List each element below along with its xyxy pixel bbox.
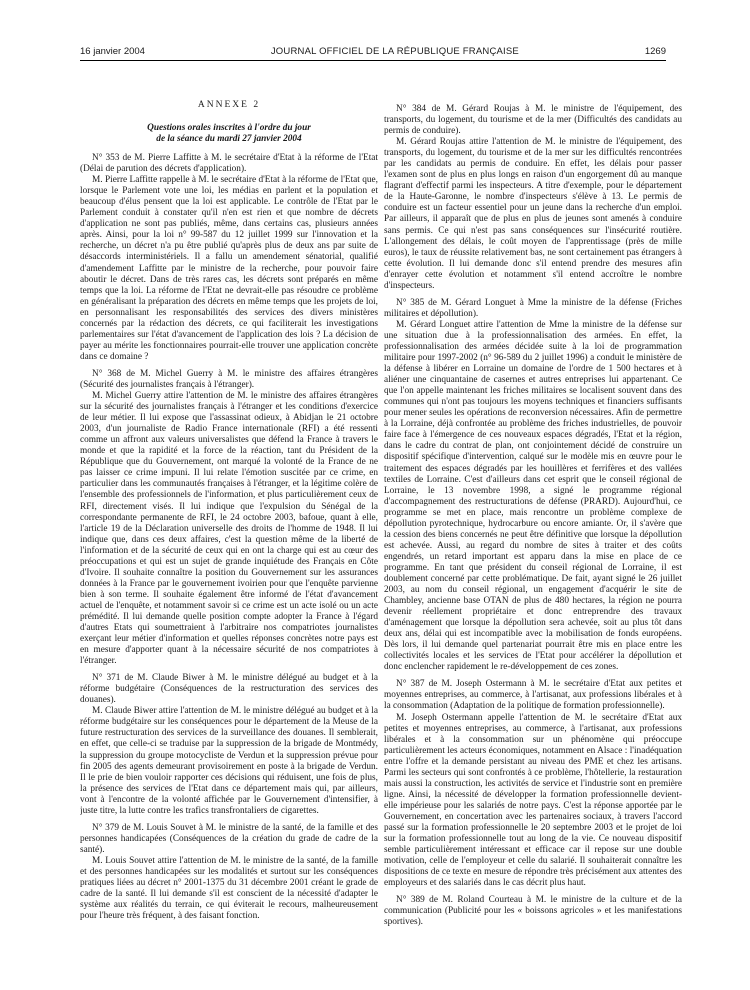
question-heading: N° 371 de M. Claude Biwer à M. le ministre délégué au budget et à la réforme budgétaire (Conséquences de la restructuration des services des douanes). [80,673,378,706]
header-title: JOURNAL OFFICIEL DE LA RÉPUBLIQUE FRANÇAISE [270,46,519,57]
question-heading: N° 385 de M. Gérard Longuet à Mme la ministre de la défense (Friches militaires et dépollution). [384,297,682,319]
right-questions [384,104,682,928]
annexe-heading: ANNEXE 2 [197,100,261,110]
question-body: M. Joseph Ostermann appelle l'attention de M. le secrétaire d'Etat aux petites et moyennes entreprises, au commerce, à l'artisanat, aux professions libérales et à la consommation sur un phénomène qui préoccupe particulièrement les acteurs économiques, notamment en Alsace : l'inadéquation entre l'offre et la demande persistant au niveau des PME et chez les artisans. Parmi les secteurs qui sont confrontés à ce problème, l'hôtellerie, la restauration mais aussi la construction, les activités de service et l'industrie sont en première ligne. Ainsi, la nécessité de développer la formation professionnelle devient-elle impérieuse pour les salariés de notre pays. C'est la réponse apportée par le Gouvernement, en concertation avec les partenaires sociaux, à travers l'accord passé sur la formation professionnelle le 20 septembre 2003 et le projet de loi sur la formation professionnelle tout au long de la vie. Ce nouveau dispositif semble particulièrement intéressant et efficace car il repose sur une double motivation, celle de l'employeur et celle du salarié. Il souhaiterait connaître les dispositions de ce texte en mesure de répondre très précisément aux attentes des employeurs et des salariés dans le cas décrit plus haut. [384,712,682,889]
question-body: M. Louis Souvet attire l'attention de M. le ministre de la santé, de la famille et des personnes handicapées sur les modalités et surtout sur les conséquences pratiques liées au décret n° 2001-1375 du 31 décembre 2001 créant le grade de cadre de la santé. Il lui demande s'il est conscient de la nécessité d'adapter le système aux réalités du terrain, ce qui éviterait le recours, malheureusement pour l'heure très fréquent, à des faisant fonction. [80,855,378,922]
page-header [80,46,666,61]
question-body: M. Pierre Laffitte rappelle à M. le secrétaire d'Etat à la réforme de l'Etat que, lorsque le Parlement vote une loi, les médias en parlent et la population et beaucoup d'élus pensent que la loi est applicable. Le contrôle de l'Etat par le Parlement conduit à constater qu'il n'en est rien et que nombre de décrets d'application ne sont pas publiés, même, dans certains cas, plusieurs années après. Ainsi, pour la loi n° 99-587 du 12 juillet 1999 sur l'innovation et la recherche, un décret n'a pu être publié qu'après plus de deux ans par suite de désaccords interministériels. Il a fallu un amendement sénatorial, qualifié d'amendement Laffitte par le ministre de la recherche, pour pouvoir faire aboutir le décret. Dans de très rares cas, les décrets sont préparés en même temps que la loi. La réforme de l'Etat ne devrait-elle pas résoudre ce problème en généralisant la préparation des décrets en même temps que les projets de loi, en personnalisant les responsabilités des services des divers ministères concernés par la rédaction des décrets, ce qui faciliterait les investigations parlementaires sur l'état d'avancement de l'application des lois ? La décision de payer au mérite les fonctionnaires pourrait-elle trouver une application concrète dans ce domaine ? [80,175,378,362]
question-heading: N° 368 de M. Michel Guerry à M. le ministre des affaires étrangères (Sécurité des journalistes français à l'étranger). [80,368,378,390]
annexe-subtitle [80,123,378,145]
question-heading: N° 387 de M. Joseph Ostermann à M. le secrétaire d'Etat aux petites et moyennes entreprises, au commerce, à l'artisanat, aux professions libérales et à la consommation (Adaptation de la politique de formation professionnelle). [384,679,682,712]
left-column [80,96,378,976]
left-questions [80,153,378,922]
question-heading: N° 389 de M. Roland Courteau à M. le ministre de la culture et de la communication (Publicité pour les « boissons agricoles » et les manifestations sportives). [384,895,682,928]
subtitle-line-2: de la séance du mardi 27 janvier 2004 [156,134,302,145]
question-body: M. Gérard Roujas attire l'attention de M. le ministre de l'équipement, des transports, du logement, du tourisme et de la mer sur les difficultés rencontrées par les candidats au permis de conduire. En effet, les délais pour passer l'examen sont de plus en plus longs en raison d'un engorgement dû au manque flagrant d'effectif parmi les inspecteurs. A titre d'exemple, pour le département de la Haute-Garonne, le nombre d'inspecteurs s'élève à 13. Le permis de conduire est un facteur essentiel pour un jeune dans la recherche d'un emploi. Par ailleurs, il apparaît que de plus en plus de jeunes sont amenés à conduire sans permis. Ce qui n'est pas sans conséquences sur l'insécurité routière. L'allongement des délais, le coût moyen de l'apprentissage (près de mille euros), le taux de réussite relativement bas, ne sont certainement pas étrangers à cette évolution. Il lui demande donc s'il entend prendre des mesures afin d'enrayer cette évolution et notamment s'il entend accroître le nombre d'inspecteurs. [384,137,682,291]
question-body: M. Gérard Longuet attire l'attention de Mme la ministre de la défense sur une situation due à la professionnalisation des armées. En effet, la professionnalisation des armées décidée suite à la loi de programmation militaire pour 1997-2002 (n° 96-589 du 2 juillet 1996) a conduit le ministère de la défense à libérer en Lorraine un domaine de l'ordre de 1 500 hectares et à aliéner une cinquantaine de casernes et autres entreprises lui appartenant. Ce que l'on appelle maintenant les friches militaires se localisent souvent dans des communes qui n'ont pas toujours les moyens techniques et financiers suffisants pour mener seules les opérations de reconversion nécessaires. Afin de permettre à la Lorraine, déjà confrontée au problème des friches industrielles, de pouvoir faire face à l'émergence de ces nouveaux espaces dégradés, l'Etat et la région, dans le cadre du contrat de plan, ont conjointement décidé de construire un dispositif spécifique d'intervention, calqué sur le modèle mis en œuvre pour le traitement des espaces dégradés par les houillères et ferrifères et des vallées textiles de Lorraine. C'est d'ailleurs dans cet esprit que le conseil régional de Lorraine, le 13 novembre 1998, a signé le programme régional d'accompagnement des restructurations de défense (PRARD). Aujourd'hui, ce programme se met en place, mais rencontre un problème complexe de dépollution pyrotechnique, hydrocarbure ou encore amiante. Or, il s'avère que la cession des biens concernés ne peut être définitive que lorsque la dépollution est achevée. Aussi, au regard du nombre de sites à traiter et des coûts engendrés, un retard important est apparu dans la mise en place de ce programme. En tant que président du conseil régional de Lorraine, il est doublement concerné par cette problématique. De fait, ayant signé le 26 juillet 2003, au nom du conseil régional, un engagement d'acquérir le site de Chambley, ancienne base OTAN de plus de 480 hectares, la région ne pourra devenir réellement propriétaire et donc entreprendre des travaux d'aménagement que lorsque la dépollution sera achevée, soit au plus tôt dans deux ans, délai qui est incompatible avec la mobilisation de fonds européens. Dès lors, il lui demande quel partenariat pourrait être mis en place entre les collectivités locales et les services de l'Etat pour accélérer la dépollution et donc enclencher rapidement le re-développement de ces zones. [384,319,682,673]
question-heading: N° 384 de M. Gérard Roujas à M. le ministre de l'équipement, des transports, du logement, du tourisme et de la mer (Difficultés des candidats au permis de conduire). [384,104,682,137]
subtitle-line-1: Questions orales inscrites à l'ordre du jour [147,123,311,134]
question-body: M. Michel Guerry attire l'attention de M. le ministre des affaires étrangères sur la sécurité des journalistes français à l'étranger et les conditions d'exercice de leur métier. Il lui expose que l'assassinat odieux, à Abidjan le 21 octobre 2003, d'un journaliste de Radio France internationale (RFI) a été ressenti comme un affront aux valeurs universalistes que défend la France à travers le monde et que la rapidité et la force de la réaction, tant du Président de la République que du Gouvernement, ont marqué la volonté de la France de ne pas laisser ce crime impuni. Il lui relate l'émotion suscitée par ce crime, en particulier dans les communautés françaises à l'étranger, et la légitime colère de l'ensemble des professionnels de l'information, et plus particulièrement ceux de RFI, directement visés. Il lui indique que l'expulsion du Sénégal de la correspondante permanente de RFI, le 24 octobre 2003, bafoue, quant à elle, l'article 19 de la Déclaration universelle des droits de l'homme de 1948. Il lui indique que, dans ces deux affaires, c'est la question même de la liberté de l'information et de la sécurité de ceux qui en ont la charge qui est au cœur des préoccupations et qui est un sujet de grande inquiétude des Français en Côte d'Ivoire. Il souhaite connaître la position du Gouvernement sur les assurances données à la France par le gouvernement ivoirien pour que l'enquête parvienne bien à son terme. Il souhaite également être informé de l'état d'avancement actuel de l'enquête, et notamment savoir si ce crime est un acte isolé ou un acte prémédité. Il lui demande quelle position compte adopter la France à l'égard d'autres Etats qui soumettraient à l'arbitraire nos compatriotes journalistes exerçant leur métier d'information et quelles réponses concrètes notre pays est en mesure d'apporter quant à la nécessaire sécurité de nos compatriotes à l'étranger. [80,391,378,667]
question-body: M. Claude Biwer attire l'attention de M. le ministre délégué au budget et à la réforme budgétaire sur les conséquences pour le département de la Meuse de la future restructuration des services de la surveillance des douanes. Il semblerait, en effet, que celle-ci se traduise par la suppression de la brigade de Montmédy, la suppression du groupe motocycliste de Verdun et la suppression prévue pour fin 2005 des agents demeurant provisoirement en poste à la brigade de Verdun. Il le prie de bien vouloir rapporter ces décisions qui réduisent, une fois de plus, la présence des services de l'Etat dans ce département mais qui, par ailleurs, vont à l'encontre de la volonté affichée par le Gouvernement d'intensifier, à juste titre, la lutte contre les trafics transfrontaliers de cigarettes. [80,706,378,816]
header-date: 16 janvier 2004 [80,46,145,57]
right-column [384,98,682,978]
question-heading: N° 379 de M. Louis Souvet à M. le ministre de la santé, de la famille et des personnes handicapées (Conséquences de la création du grade de cadre de la santé). [80,822,378,855]
question-heading: N° 353 de M. Pierre Laffitte à M. le secrétaire d'Etat à la réforme de l'Etat (Délai de parution des décrets d'application). [80,153,378,175]
header-page-number: 1269 [644,46,666,57]
